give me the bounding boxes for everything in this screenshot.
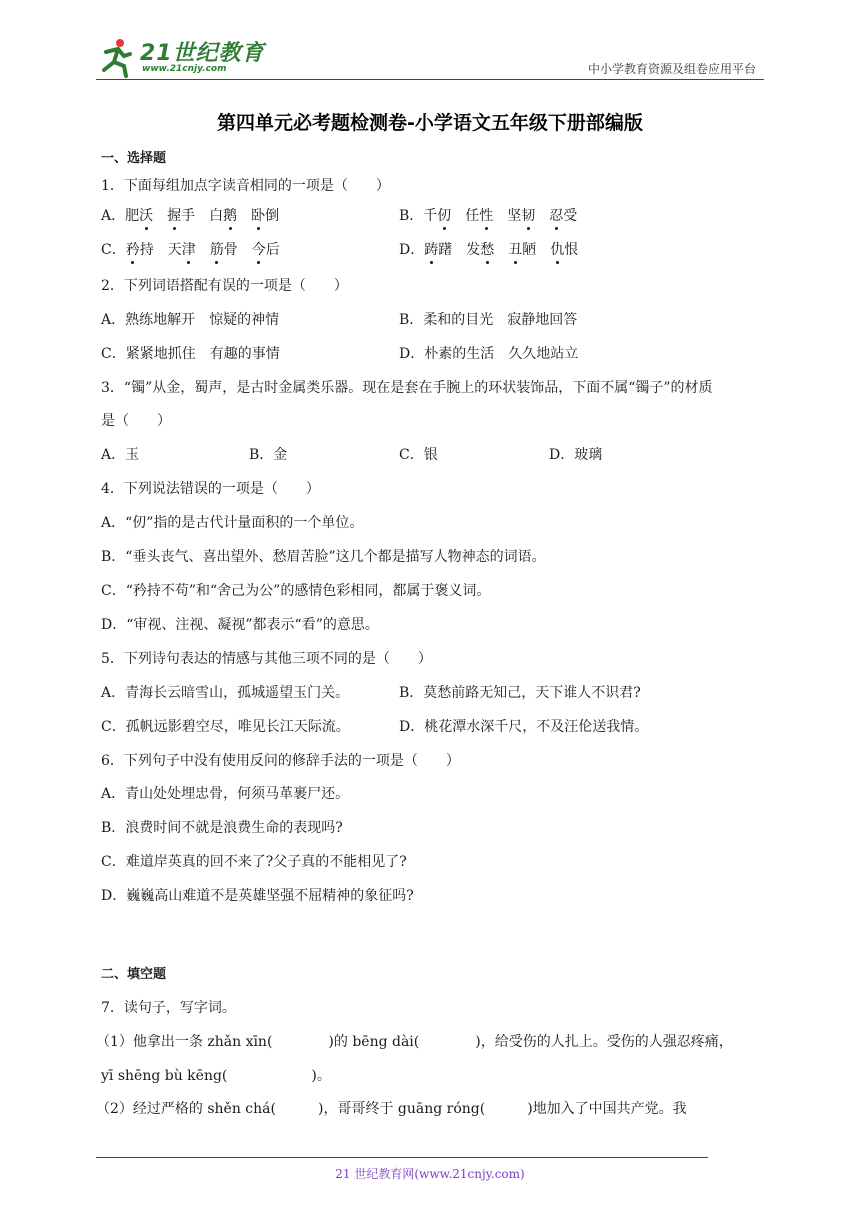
page-title: 第四单元必考题检测卷-小学语文五年级下册部编版 <box>217 112 643 134</box>
q2-option-d: D．朴素的生活 久久地站立 <box>399 346 579 362</box>
q7-line2: yī shēng bù kēng( )。 <box>101 1068 331 1084</box>
q4-stem: 4．下列说法错误的一项是（ ） <box>101 481 320 497</box>
q1-option-a: A．肥沃 握手 白鹅 卧倒 <box>101 205 279 225</box>
q4-option-d: D．“审视、注视、凝视”都表示“看”的意思。 <box>101 617 379 633</box>
q5-option-b: B．莫愁前路无知己，天下谁人不识君? <box>399 685 641 701</box>
q4-option-b: B．“垂头丧气、喜出望外、愁眉苦脸”这几个都是描写人物神态的词语。 <box>101 549 546 565</box>
q2-option-a: A．熟练地解开 惊疑的神情 <box>101 312 280 328</box>
q6-option-a: A．青山处处埋忠骨，何须马革裹尸还。 <box>101 786 350 802</box>
q1-option-b: B．千仞 任性 坚韧 忍受 <box>399 205 577 225</box>
site-logo <box>96 34 266 80</box>
q1-option-c: C．矜持 天津 筋骨 今后 <box>101 239 280 259</box>
section-heading-choice: 一、选择题 <box>101 151 167 166</box>
q3-option-d: D．玻璃 <box>549 447 603 463</box>
q5-option-d: D．桃花潭水深千尺，不及汪伦送我情。 <box>399 719 649 735</box>
runner-logo-icon <box>96 36 138 78</box>
section-heading-fill: 二、填空题 <box>101 967 167 982</box>
q3-option-a: A．玉 <box>101 447 140 463</box>
q2-option-c: C．紧紧地抓住 有趣的事情 <box>101 346 280 362</box>
q1-option-d: D．踌躇 发愁 丑陋 仇恨 <box>399 239 578 259</box>
q7-stem: 7．读句子，写字词。 <box>101 1000 236 1016</box>
q7-line3: （2）经过严格的 shěn chá( )，哥哥终于 guāng róng( )地加入了中国共产党。我 <box>96 1101 687 1117</box>
q4-option-a: A．“仞”指的是古代计量面积的一个单位。 <box>101 515 364 531</box>
footer-divider <box>96 1157 708 1158</box>
q5-option-a: A．青海长云暗雪山，孤城遥望玉门关。 <box>101 685 350 701</box>
q1-stem: 1．下面每组加点字读音相同的一项是（ ） <box>101 178 390 194</box>
q6-option-b: B．浪费时间不就是浪费生命的表现吗? <box>101 820 343 836</box>
q5-option-c: C．孤帆远影碧空尽，唯见长江天际流。 <box>101 719 350 735</box>
q2-stem: 2．下列词语搭配有误的一项是（ ） <box>101 278 348 294</box>
q7-line1: （1）他拿出一条 zhǎn xīn( )的 bēng dài( )，给受伤的人扎上。受伤的人强忍疼痛， <box>96 1034 733 1050</box>
logo-url: www.21cnjy.com <box>142 64 227 74</box>
q6-option-c: C．难道岸英真的回不来了?父子真的不能相见了? <box>101 854 407 870</box>
logo-text: 21世纪教育 <box>140 41 265 66</box>
header-divider <box>96 79 764 80</box>
q2-option-b: B．柔和的目光 寂静地回答 <box>399 312 578 328</box>
q3-option-c: C．银 <box>399 447 438 463</box>
footer-link[interactable]: 21 世纪教育网(www.21cnjy.com) <box>335 1167 525 1181</box>
q3-option-b: B．金 <box>249 447 288 463</box>
q4-option-c: C．“矜持不苟”和“舍己为公”的感情色彩相同，都属于褒义词。 <box>101 583 491 599</box>
q3-stem-line2: 是（ ） <box>101 413 171 429</box>
platform-label: 中小学教育资源及组卷应用平台 <box>587 62 756 76</box>
q6-option-d: D．巍巍高山难道不是英雄坚强不屈精神的象征吗? <box>101 888 414 904</box>
q3-stem-line1: 3．“镯”从金，蜀声，是古时金属类乐器。现在是套在手腕上的环状装饰品，下面不属“镯子”的材质 <box>101 380 713 396</box>
q5-stem: 5．下列诗句表达的情感与其他三项不同的是（ ） <box>101 651 432 667</box>
q6-stem: 6．下列句子中没有使用反问的修辞手法的一项是（ ） <box>101 753 460 769</box>
